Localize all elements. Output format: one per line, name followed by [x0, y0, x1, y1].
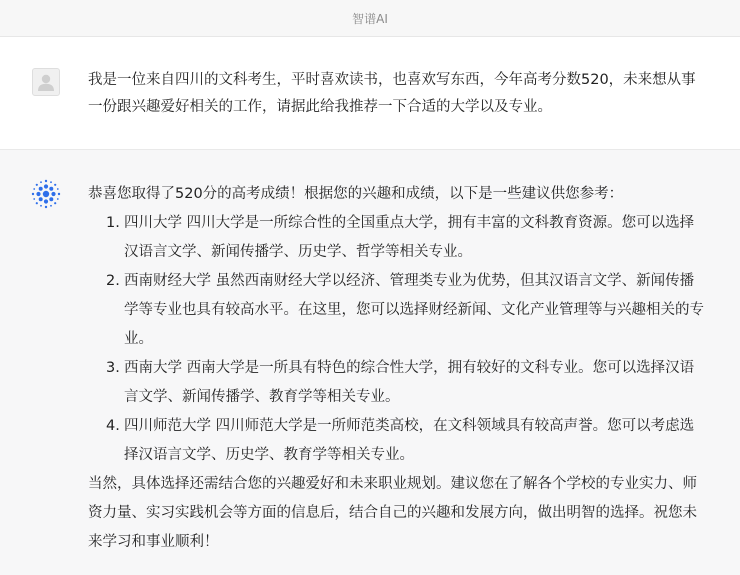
list-item-text: 西南大学 西南大学是一所具有特色的综合性大学，拥有较好的文科专业。您可以选择汉语言文学、新闻传播学、教育学等相关专业。	[124, 360, 695, 405]
list-item-text: 西南财经大学 虽然西南财经大学以经济、管理类专业为优势，但其汉语言文学、新闻传播学等专业也具有较高水平。在这里，您可以选择财经新闻、文化产业管理等与兴趣相关的专业。	[124, 273, 704, 347]
list-item-number: 3.	[106, 360, 120, 376]
list-item-text: 四川师范大学 四川师范大学是一所师范类高校，在文科领域具有较高声誉。您可以考虑选择汉语言文学、历史学、教育学等相关专业。	[124, 418, 695, 463]
list-item	[88, 209, 708, 267]
list-item	[88, 267, 708, 354]
bot-outro-text: 当然，具体选择还需结合您的兴趣爱好和未来职业规划。建议您在了解各个学校的专业实力、师资力量、实习实践机会等方面的信息后，结合自己的兴趣和发展方向，做出明智的选择。祝您未来学习和事业顺利！	[88, 476, 697, 550]
list-item-number: 2.	[106, 273, 120, 289]
list-item	[88, 354, 708, 412]
zhipu-logo-icon	[30, 178, 62, 210]
app-header	[0, 0, 740, 37]
recommendation-list	[88, 209, 708, 470]
list-item-text: 四川大学 四川大学是一所综合性的全国重点大学，拥有丰富的文科教育资源。您可以选择汉语言文学、新闻传播学、历史学、哲学等相关专业。	[124, 215, 695, 260]
app-title: 智谱AI	[352, 11, 388, 26]
list-item-number: 4.	[106, 418, 120, 434]
bot-message	[0, 150, 740, 575]
user-avatar-icon	[32, 68, 60, 96]
bot-intro-text: 恭喜您取得了520分的高考成绩！根据您的兴趣和成绩，以下是一些建议供您参考：	[88, 186, 624, 202]
list-item-number: 1.	[106, 215, 120, 231]
bot-message-content	[88, 180, 708, 557]
list-item	[88, 412, 708, 470]
user-message-text: 我是一位来自四川的文科考生，平时喜欢读书，也喜欢写东西，今年高考分数520，未来想从事一份跟兴趣爱好相关的工作，请据此给我推荐一下合适的大学以及专业。	[88, 72, 696, 115]
user-message	[0, 37, 740, 150]
